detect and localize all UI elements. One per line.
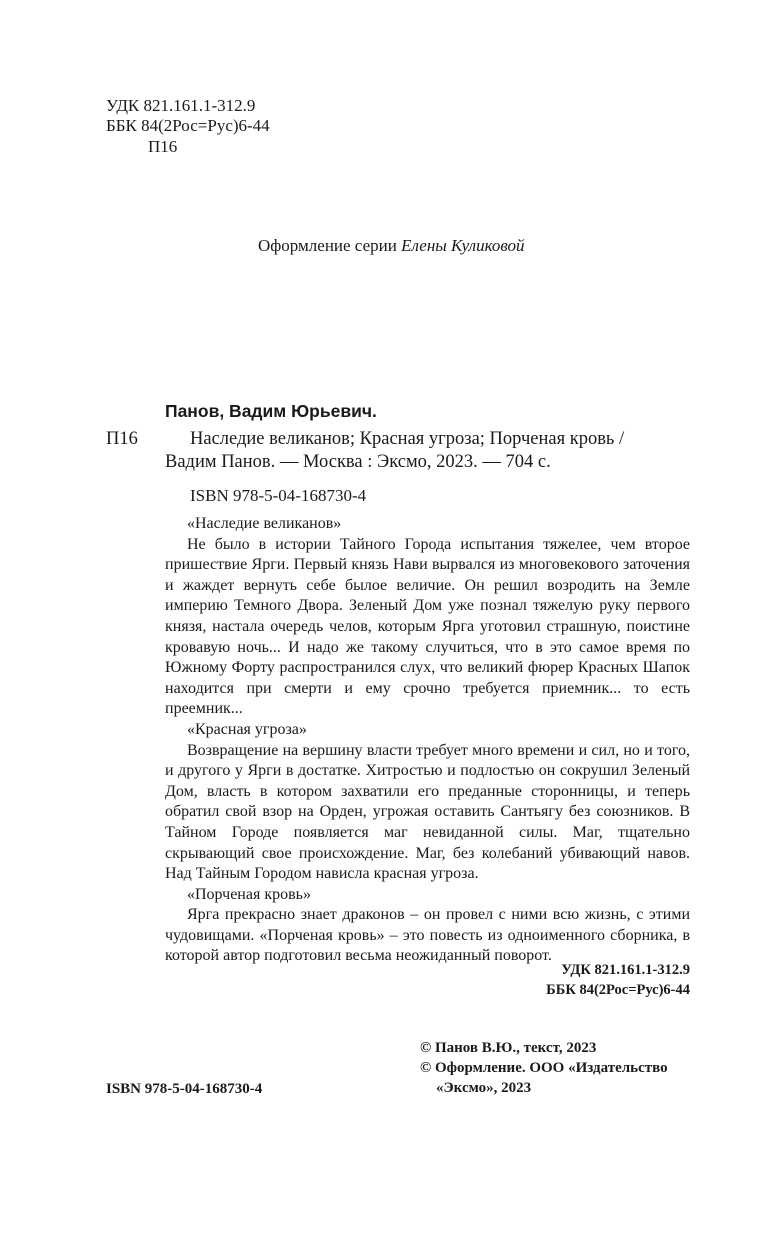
annotation-title-3: «Порченая кровь» <box>187 885 311 903</box>
bib-isbn: ISBN 978-5-04-168730-4 <box>190 486 367 505</box>
footer-isbn: ISBN 978-5-04-168730-4 <box>106 1081 263 1097</box>
annotation-text-3: Ярга прекрасно знает драконов – он провел с ними всю жизнь, с этими чудовищами. «Порченая кровь» – это повесть из одноименного сборника, в которой автор подготовил весьма неожиданный поворот. <box>165 906 690 965</box>
bbk-code-repeat: ББК 84(2Рос=Рус)6-44 <box>546 982 690 998</box>
annotation-title-1: «Наследие великанов» <box>187 515 342 532</box>
copyright-design-line-2: «Эксмо», 2023 <box>436 1080 532 1096</box>
bbk-code: ББК 84(2Рос=Рус)6-44 <box>106 116 270 135</box>
bib-title-line-1: Наследие великанов; Красная угроза; Порченая кровь / <box>190 429 625 449</box>
udk-code: УДК 821.161.1-312.9 <box>106 96 256 115</box>
series-design-prefix: Оформление серии <box>258 236 397 255</box>
annotation <box>165 514 690 967</box>
annotation-title-2: «Красная угроза» <box>187 720 307 738</box>
copyright-text: © Панов В.Ю., текст, 2023 <box>420 1040 597 1056</box>
annotation-text-1: Не было в истории Тайного Города испытания тяжелее, чем второе пришествие Ярги. Первый князь Нави вырвался из многовекового заточения и жаждет вернуть себе былое величие. Он решил возродить на Земле империю Темного Двора. Зеленый Дом уже познал тяжелую руку первого князя, настала очередь челов, которым Ярга уготовил страшную, поистине кровавую ночь... И надо же такому случиться, что в это самое время по Южному Форту распространился слух, что великий фюрер Красных Шапок находится при смерти и ему срочно требуется приемник... то есть преемник... <box>165 535 690 718</box>
udk-code-repeat: УДК 821.161.1-312.9 <box>561 962 690 978</box>
series-design-credit <box>258 236 525 256</box>
annotation-text-2: Возвращение на вершину власти требует много времени и сил, но и того, и другого у Ярги в достатке. Хитростью и подлостью он сокрушил Зеленый Дом, власть в котором захватили его преданные сторонницы, и теперь обратил свой взор на Орден, угрожая оставить Сантьягу без союзников. В Тайном Городе появляется маг невиданной силы. Маг, тщательно скрывающий свое происхождение. Маг, без колебаний убивающий навов. Над Тайным Городом нависла красная угроза. <box>165 741 690 883</box>
author-heading: Панов, Вадим Юрьевич. <box>165 401 377 421</box>
copyright-design-line-1: © Оформление. ООО «Издательство <box>420 1060 668 1076</box>
author-sign-code: П16 <box>148 137 178 156</box>
bib-code: П16 <box>106 429 138 449</box>
bib-title-line-2: Вадим Панов. — Москва : Эксмо, 2023. — 704 с. <box>165 452 551 472</box>
series-designer-name: Елены Куликовой <box>401 236 525 255</box>
